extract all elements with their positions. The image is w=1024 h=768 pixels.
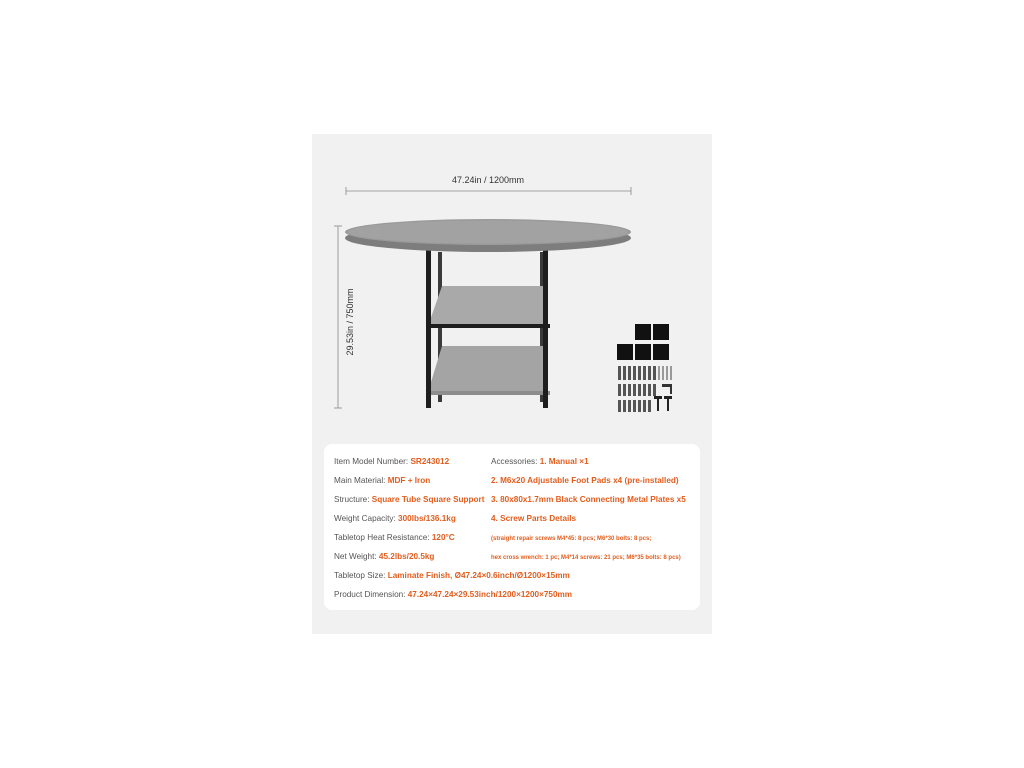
spec-label: Structure: [334, 495, 370, 504]
spec-label: Main Material: [334, 476, 386, 485]
spec-model [334, 457, 449, 467]
spec-label: Net Weight: [334, 552, 377, 561]
spec-label: Item Model Number: [334, 457, 409, 466]
spec-net-weight [334, 552, 434, 562]
spec-product-dimension [334, 590, 572, 600]
round-table [345, 219, 631, 408]
spec-label: Weight Capacity: [334, 514, 396, 523]
spec-material [334, 476, 430, 486]
width-label: 47.24in / 1200mm [451, 175, 525, 185]
spec-label: Tabletop Size: [334, 571, 386, 580]
spec-value: 300lbs/136.1kg [398, 514, 456, 523]
product-card [312, 134, 712, 634]
spec-label: Tabletop Heat Resistance: [334, 533, 430, 542]
width-dimension [346, 175, 631, 195]
screw-detail-line-1: (straight repair screws M4*45: 8 pcs; M6*30 bolts: 8 pcs; [491, 536, 652, 542]
accessories-row [491, 457, 589, 467]
spec-value: 45.2lbs/20.5kg [378, 552, 435, 561]
accessory-item-3: 3. 80x80x1.7mm Black Connecting Metal Plates x5 [491, 495, 686, 504]
height-dimension [334, 226, 355, 408]
accessory-item-4: 4. Screw Parts Details [491, 514, 577, 523]
screw-detail-line-2: hex cross wrench: 1 pc; M4*14 screws: 21 pcs; M6*35 bolts: 8 pcs) [491, 555, 681, 561]
spec-value: SR243012 [410, 457, 450, 466]
accessory-item-1: 1. Manual ×1 [539, 457, 589, 466]
spec-weight-capacity [334, 514, 456, 524]
spec-heat-resistance [334, 533, 455, 543]
spec-tabletop-size [334, 571, 570, 581]
spec-value: MDF + Iron [387, 476, 431, 485]
accessory-item-2: 2. M6x20 Adjustable Foot Pads x4 (pre-installed) [491, 476, 679, 485]
spec-value: 47.24×47.24×29.53inch/1200×1200×750mm [407, 590, 573, 599]
height-label: 29.53in / 750mm [345, 288, 355, 356]
spec-panel [324, 444, 700, 610]
spec-value: Laminate Finish, Ø47.24×0.6inch/Ø1200×15mm [387, 571, 570, 580]
spec-label: Product Dimension: [334, 590, 406, 599]
accessories-label: Accessories: [491, 457, 538, 466]
hardware-kit [617, 324, 672, 412]
product-illustration [312, 134, 712, 444]
spec-structure [334, 495, 484, 505]
spec-value: Square Tube Square Support [371, 495, 485, 504]
spec-value: 120°C [431, 533, 455, 542]
